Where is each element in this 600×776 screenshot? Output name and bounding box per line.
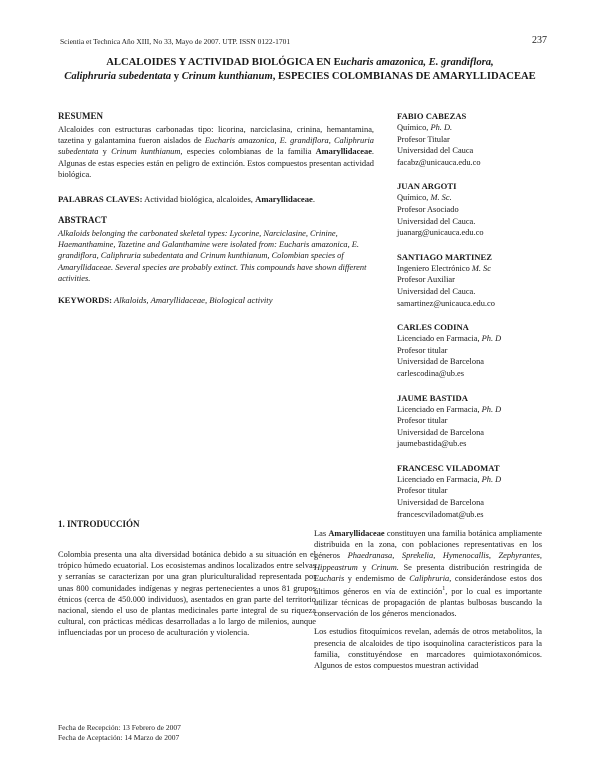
- author-degree-italic: M. Sc: [471, 263, 491, 273]
- author-email: jaumebastida@ub.es: [397, 439, 467, 449]
- author-degree: [397, 474, 557, 486]
- author-position: Profesor titular: [397, 416, 448, 426]
- author-degree: [397, 333, 557, 345]
- author-block: [397, 463, 557, 520]
- author-institution: Universidad de Barcelona: [397, 357, 484, 367]
- palabras-claves-end: .: [312, 194, 316, 204]
- author-institution: Universidad del Cauca.: [397, 216, 476, 226]
- title-part5: Crinum kunthianum: [181, 71, 273, 82]
- author-degree-text: Licenciado en Farmacia,: [397, 474, 482, 484]
- author-email: francescviladomat@ub.es: [397, 509, 484, 519]
- author-degree: [397, 263, 557, 275]
- author-email: facabz@unicauca.edu.co: [397, 157, 481, 167]
- title-part2: ucharis amazonica, E. grandiflora,: [340, 57, 494, 68]
- author-email: carlescodina@ub.es: [397, 368, 465, 378]
- author-name: JAUME BASTIDA: [397, 392, 468, 403]
- intro-text: Se presenta distribución restringida de: [398, 562, 542, 572]
- palabras-claves: [58, 194, 378, 204]
- author-institution: Universidad del Cauca: [397, 146, 474, 156]
- author-degree-text: Químico,: [397, 193, 431, 203]
- intro-heading: 1. INTRODUCCIÓN: [58, 519, 140, 529]
- resumen-text-c: y: [98, 147, 112, 157]
- title-part3: Caliphruria subedentata: [64, 71, 172, 82]
- resumen-species-2: Crinum kunthianum,: [111, 147, 183, 157]
- footnote-reference: 1: [442, 586, 446, 593]
- title-part4: y: [171, 71, 182, 82]
- author-block: [397, 322, 557, 379]
- author-email: juanarg@unicauca.edu.co: [397, 228, 484, 238]
- intro-genus: Crinum.: [371, 562, 399, 572]
- author-name: CARLES CODINA: [397, 322, 469, 333]
- keywords-text: Alkaloids, Amaryllidaceae, Biological activity: [111, 295, 273, 305]
- author-degree-text: Químico,: [397, 123, 431, 132]
- author-degree: [397, 192, 557, 204]
- author-institution: Universidad de Barcelona: [397, 427, 484, 437]
- page-number: 237: [532, 35, 547, 46]
- intro-genus: Sprekelia, Hymenocallis, Zephyrantes, Hippeastrum: [314, 551, 542, 572]
- resumen-heading: RESUMEN: [58, 111, 104, 121]
- author-degree-italic: Ph. D: [481, 334, 502, 344]
- author-degree-italic: Ph. D.: [430, 123, 453, 132]
- intro-text: y endemismo de: [344, 573, 410, 583]
- author-degree-italic: Ph. D: [481, 474, 502, 484]
- author-degree: [397, 404, 557, 416]
- intro-right-paragraph-1: [314, 528, 542, 619]
- journal-header: Scientia et Technica Año XIII, No 33, Mayo de 2007. UTP. ISSN 0122-1701: [60, 37, 291, 46]
- resumen-family: Amaryllidaceae: [315, 147, 372, 157]
- author-degree-italic: Ph. D: [481, 404, 502, 414]
- intro-right-column: [314, 528, 542, 678]
- palabras-claves-text: Actividad biológica, alcaloides,: [142, 194, 256, 204]
- palabras-claves-bold: Amaryllidaceae: [255, 194, 313, 204]
- author-degree-italic: M. Sc.: [430, 193, 452, 203]
- resumen-text-a: Alcaloides con estructuras carbonadas tipo: licorina, narciclasina, crinina, hemantamina, tazetina y galantamina fueron aislados de: [58, 125, 374, 146]
- author-block: [397, 393, 557, 450]
- title-part1: ALCALOIDES Y ACTIVIDAD BIOLÓGICA EN E: [106, 57, 341, 68]
- fecha-recepcion: Fecha de Recepción: 13 Febrero de 2007: [58, 723, 181, 732]
- author-degree: [397, 122, 557, 134]
- palabras-claves-label: PALABRAS CLAVES:: [58, 194, 143, 204]
- fecha-aceptacion: Fecha de Aceptación: 14 Marzo de 2007: [58, 733, 180, 742]
- paper-title: [60, 56, 540, 84]
- author-degree-text: Licenciado en Farmacia,: [397, 334, 482, 344]
- author-position: Profesor Asociado: [397, 204, 459, 214]
- author-position: Profesor Titular: [397, 134, 450, 144]
- intro-text: constituyen una familia botánica ampliamente distribuida en la zona, con poblaciones representativas en los géneros: [314, 529, 543, 561]
- author-block: [397, 111, 557, 168]
- intro-family: Amaryllidaceae: [328, 529, 385, 538]
- intro-text: Las: [314, 529, 329, 538]
- resumen-text: [58, 124, 374, 180]
- intro-text: , por lo cual es importante utilizar técnicas de propagación de plantas bulbosas buscando la conservación de los géneros mencionados.: [314, 586, 542, 619]
- authors-column: [397, 111, 557, 533]
- author-degree-text: Ingeniero Electrónico: [397, 263, 472, 273]
- author-block: [397, 252, 557, 309]
- author-institution: Universidad del Cauca.: [397, 286, 476, 296]
- intro-genus: Phaedranasa: [347, 551, 393, 561]
- author-name: FABIO CABEZAS: [397, 111, 467, 121]
- intro-text: ,: [392, 551, 402, 561]
- title-part6: , ESPECIES COLOMBIANAS DE AMARYLLIDACEAE: [272, 71, 536, 82]
- author-name: JUAN ARGOTI: [397, 181, 457, 192]
- author-block: [397, 181, 557, 238]
- author-position: Profesor Auxiliar: [397, 275, 455, 285]
- intro-genus: Eucharis: [314, 573, 345, 583]
- abstract-heading: ABSTRACT: [58, 215, 108, 225]
- author-position: Profesor titular: [397, 486, 448, 496]
- keywords: [58, 295, 378, 305]
- intro-genus: Caliphruria: [409, 573, 450, 583]
- intro-right-paragraph-2: Los estudios fitoquímicos revelan, además de otros metabolitos, la presencia de alcaloides de tipo isoquinolina característicos para la familia, constituyéndose en marcadores quimiotaxonómicos. Algunos de estos compuestos muestran actividad: [314, 627, 542, 671]
- author-institution: Universidad de Barcelona: [397, 498, 484, 508]
- author-email: samartinez@unicauca.edu.co: [397, 298, 495, 308]
- author-name: SANTIAGO MARTINEZ: [397, 251, 492, 262]
- author-name: FRANCESC VILADOMAT: [397, 462, 500, 473]
- resumen-text-e: especies colombianas de la familia: [182, 147, 316, 157]
- resumen-species: Eucharis amazonica, E. grandiflora, Caliphruria subedentata: [58, 136, 374, 157]
- resumen-text-g: . Algunas de estas especies están en peligro de extinción. Estos compuestos presentan actividad biológica.: [58, 147, 375, 179]
- intro-text: y: [357, 562, 372, 572]
- abstract-text: Alkaloids belonging the carbonated skeletal types: Lycorine, Narciclasine, Crinine, Haemanthamine, Tazetine and Galanthamine were isolated from: Eucharis amazonica, E. grandiflora, Caliphruria subedentata and Crinum kunthianum, Colombian species of Amaryllidaceae. Several species are probably extinct. This compounds have shown different activities.: [58, 229, 367, 283]
- keywords-label: KEYWORDS:: [58, 295, 112, 305]
- intro-left-paragraph: Colombia presenta una alta diversidad botánica debido a su situación en el trópico húmedo ecuatorial. Los ecosistemas andinos localizados entre selvas y serranías se caracterizan por una gran pluriculturalidad representada por unas 800 comunidades indígenas y negras pertenecientes a unos 81 grupos étnicos (cerca de 450.000 individuos), asentados en gran parte del territorio nacional, siendo el uso de plantas medicinales parte integral de su riqueza cultural, con prácticas médicas desarrolladas a lo largo de milenios, aunque influenciadas por un proceso de aculturación y violencia.: [58, 550, 316, 638]
- author-position: Profesor titular: [397, 345, 448, 355]
- intro-text: , considerándose estos dos últimos géneros en vía de extinción: [314, 573, 542, 596]
- author-degree-text: Licenciado en Farmacia,: [397, 404, 482, 414]
